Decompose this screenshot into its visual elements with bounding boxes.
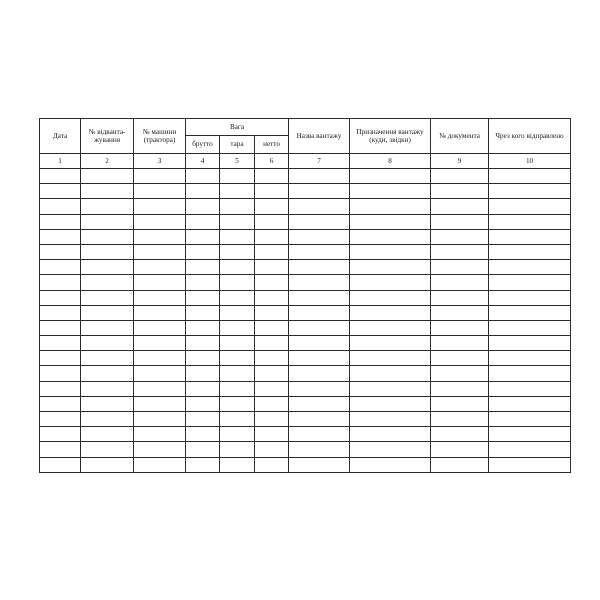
table-cell[interactable] [134, 184, 186, 199]
table-cell[interactable] [255, 275, 289, 290]
table-cell[interactable] [489, 442, 571, 457]
header-shipment-number: № відванта-жування [81, 119, 134, 154]
table-cell[interactable] [220, 214, 255, 229]
table-cell[interactable] [134, 412, 186, 427]
table-cell[interactable] [489, 412, 571, 427]
table-cell[interactable] [255, 427, 289, 442]
table-row [40, 184, 571, 199]
table-cell[interactable] [186, 412, 220, 427]
table-cell[interactable] [350, 305, 431, 320]
table-cell[interactable] [81, 351, 134, 366]
table-row [40, 214, 571, 229]
table-cell[interactable] [350, 366, 431, 381]
table-cell[interactable] [81, 427, 134, 442]
cargo-register-form [39, 118, 570, 473]
table-cell[interactable] [134, 260, 186, 275]
table-cell[interactable] [186, 396, 220, 411]
table-cell[interactable] [289, 169, 350, 184]
table-cell[interactable] [220, 412, 255, 427]
table-cell[interactable] [289, 214, 350, 229]
table-cell[interactable] [255, 214, 289, 229]
header-weight: Вага [186, 119, 289, 136]
table-cell[interactable] [186, 351, 220, 366]
table-cell[interactable] [489, 184, 571, 199]
table-cell[interactable] [289, 396, 350, 411]
column-number: 6 [255, 154, 289, 169]
table-cell[interactable] [81, 305, 134, 320]
table-cell[interactable] [350, 229, 431, 244]
table-cell[interactable] [220, 396, 255, 411]
table-cell[interactable] [289, 290, 350, 305]
table-cell[interactable] [186, 457, 220, 472]
cargo-register-table [39, 118, 571, 473]
table-cell[interactable] [40, 427, 81, 442]
table-cell[interactable] [489, 320, 571, 335]
table-cell[interactable] [350, 199, 431, 214]
table-cell[interactable] [289, 457, 350, 472]
table-cell[interactable] [289, 229, 350, 244]
table-cell[interactable] [81, 244, 134, 259]
table-cell[interactable] [81, 260, 134, 275]
table-cell[interactable] [81, 457, 134, 472]
table-cell[interactable] [350, 290, 431, 305]
table-cell[interactable] [40, 275, 81, 290]
table-cell[interactable] [255, 260, 289, 275]
table-cell[interactable] [134, 366, 186, 381]
table-cell[interactable] [289, 381, 350, 396]
table-cell[interactable] [40, 366, 81, 381]
table-cell[interactable] [81, 229, 134, 244]
table-cell[interactable] [186, 305, 220, 320]
table-cell[interactable] [220, 336, 255, 351]
table-cell[interactable] [186, 275, 220, 290]
table-cell[interactable] [350, 457, 431, 472]
table-cell[interactable] [431, 351, 489, 366]
table-cell[interactable] [186, 184, 220, 199]
table-cell[interactable] [220, 457, 255, 472]
table-cell[interactable] [220, 169, 255, 184]
table-row [40, 457, 571, 472]
table-cell[interactable] [255, 229, 289, 244]
table-cell[interactable] [489, 199, 571, 214]
table-cell[interactable] [220, 184, 255, 199]
table-row [40, 305, 571, 320]
table-cell[interactable] [40, 396, 81, 411]
table-cell[interactable] [289, 275, 350, 290]
table-row [40, 336, 571, 351]
column-number: 3 [134, 154, 186, 169]
table-cell[interactable] [350, 260, 431, 275]
table-cell[interactable] [220, 366, 255, 381]
table-cell[interactable] [186, 336, 220, 351]
table-cell[interactable] [134, 351, 186, 366]
table-cell[interactable] [289, 351, 350, 366]
column-number: 1 [40, 154, 81, 169]
table-cell[interactable] [81, 336, 134, 351]
table-cell[interactable] [431, 290, 489, 305]
table-cell[interactable] [134, 229, 186, 244]
table-cell[interactable] [81, 366, 134, 381]
table-cell[interactable] [186, 244, 220, 259]
column-number: 9 [431, 154, 489, 169]
table-cell[interactable] [255, 169, 289, 184]
header-cargo-destination: Призначення вантажу (куди, звідки) [350, 119, 431, 154]
table-cell[interactable] [289, 366, 350, 381]
table-cell[interactable] [134, 244, 186, 259]
table-cell[interactable] [350, 169, 431, 184]
table-cell[interactable] [40, 351, 81, 366]
table-cell[interactable] [186, 290, 220, 305]
table-cell[interactable] [220, 427, 255, 442]
table-cell[interactable] [431, 381, 489, 396]
table-cell[interactable] [431, 199, 489, 214]
table-cell[interactable] [289, 412, 350, 427]
table-cell[interactable] [81, 381, 134, 396]
column-number: 4 [186, 154, 220, 169]
table-cell[interactable] [186, 214, 220, 229]
table-cell[interactable] [350, 396, 431, 411]
header-document-number: № документа [431, 119, 489, 154]
table-cell[interactable] [289, 305, 350, 320]
table-cell[interactable] [40, 336, 81, 351]
table-cell[interactable] [431, 412, 489, 427]
table-cell[interactable] [489, 366, 571, 381]
table-cell[interactable] [255, 396, 289, 411]
table-cell[interactable] [289, 184, 350, 199]
table-cell[interactable] [289, 320, 350, 335]
table-cell[interactable] [81, 169, 134, 184]
table-cell[interactable] [255, 457, 289, 472]
table-cell[interactable] [431, 275, 489, 290]
table-cell[interactable] [40, 412, 81, 427]
table-cell[interactable] [40, 214, 81, 229]
table-cell[interactable] [431, 214, 489, 229]
table-cell[interactable] [255, 244, 289, 259]
table-row [40, 381, 571, 396]
table-cell[interactable] [134, 199, 186, 214]
table-cell[interactable] [489, 351, 571, 366]
table-row [40, 169, 571, 184]
table-cell[interactable] [81, 214, 134, 229]
table-cell[interactable] [81, 442, 134, 457]
table-cell[interactable] [134, 427, 186, 442]
table-cell[interactable] [40, 260, 81, 275]
table-cell[interactable] [431, 260, 489, 275]
table-cell[interactable] [489, 260, 571, 275]
table-row [40, 320, 571, 335]
table-row [40, 229, 571, 244]
table-cell[interactable] [81, 320, 134, 335]
table-cell[interactable] [220, 320, 255, 335]
table-cell[interactable] [186, 199, 220, 214]
table-row [40, 427, 571, 442]
column-number: 7 [289, 154, 350, 169]
table-cell[interactable] [255, 290, 289, 305]
table-cell[interactable] [186, 229, 220, 244]
table-cell[interactable] [134, 320, 186, 335]
table-cell[interactable] [350, 320, 431, 335]
table-cell[interactable] [134, 305, 186, 320]
table-cell[interactable] [186, 320, 220, 335]
table-cell[interactable] [431, 366, 489, 381]
table-cell[interactable] [489, 427, 571, 442]
column-number: 2 [81, 154, 134, 169]
table-cell[interactable] [40, 199, 81, 214]
table-cell[interactable] [81, 184, 134, 199]
table-cell[interactable] [489, 396, 571, 411]
table-cell[interactable] [431, 320, 489, 335]
table-cell[interactable] [255, 412, 289, 427]
table-cell[interactable] [431, 442, 489, 457]
table-cell[interactable] [220, 229, 255, 244]
table-cell[interactable] [134, 457, 186, 472]
table-cell[interactable] [40, 184, 81, 199]
column-number-row [40, 154, 571, 169]
table-cell[interactable] [186, 169, 220, 184]
table-cell[interactable] [40, 244, 81, 259]
table-cell[interactable] [134, 396, 186, 411]
table-row [40, 351, 571, 366]
table-row [40, 366, 571, 381]
table-cell[interactable] [220, 244, 255, 259]
table-cell[interactable] [186, 366, 220, 381]
table-cell[interactable] [289, 260, 350, 275]
table-cell[interactable] [431, 396, 489, 411]
table-row [40, 199, 571, 214]
table-cell[interactable] [81, 290, 134, 305]
table-cell[interactable] [431, 427, 489, 442]
table-cell[interactable] [134, 275, 186, 290]
column-number: 5 [220, 154, 255, 169]
table-cell[interactable] [350, 244, 431, 259]
table-cell[interactable] [255, 320, 289, 335]
table-cell[interactable] [186, 442, 220, 457]
table-cell[interactable] [186, 381, 220, 396]
table-cell[interactable] [350, 351, 431, 366]
table-cell[interactable] [134, 169, 186, 184]
table-cell[interactable] [81, 199, 134, 214]
table-cell[interactable] [289, 427, 350, 442]
table-cell[interactable] [431, 184, 489, 199]
table-row [40, 412, 571, 427]
header-cargo-name: Назва вантажу [289, 119, 350, 154]
table-cell[interactable] [431, 229, 489, 244]
header-tare: тара [220, 136, 255, 154]
table-cell[interactable] [431, 336, 489, 351]
table-cell[interactable] [350, 381, 431, 396]
table-cell[interactable] [134, 442, 186, 457]
table-cell[interactable] [431, 169, 489, 184]
table-cell[interactable] [431, 457, 489, 472]
table-cell[interactable] [255, 184, 289, 199]
table-cell[interactable] [134, 381, 186, 396]
table-cell[interactable] [220, 199, 255, 214]
table-cell[interactable] [350, 275, 431, 290]
header-net: нетто [255, 136, 289, 154]
table-cell[interactable] [489, 244, 571, 259]
table-cell[interactable] [186, 427, 220, 442]
table-cell[interactable] [81, 412, 134, 427]
table-row [40, 442, 571, 457]
table-cell[interactable] [40, 457, 81, 472]
table-cell[interactable] [489, 290, 571, 305]
header-gross: брутто [186, 136, 220, 154]
table-cell[interactable] [255, 336, 289, 351]
table-cell[interactable] [255, 199, 289, 214]
table-cell[interactable] [220, 381, 255, 396]
table-cell[interactable] [350, 184, 431, 199]
table-cell[interactable] [40, 229, 81, 244]
table-cell[interactable] [350, 412, 431, 427]
table-cell[interactable] [489, 336, 571, 351]
table-cell[interactable] [255, 381, 289, 396]
table-cell[interactable] [489, 214, 571, 229]
table-row [40, 275, 571, 290]
table-cell[interactable] [134, 290, 186, 305]
table-cell[interactable] [40, 381, 81, 396]
table-cell[interactable] [431, 244, 489, 259]
column-number: 10 [489, 154, 571, 169]
table-cell[interactable] [289, 244, 350, 259]
table-cell[interactable] [289, 199, 350, 214]
table-row [40, 396, 571, 411]
table-cell[interactable] [255, 366, 289, 381]
table-cell[interactable] [255, 305, 289, 320]
header-vehicle-number: № машини (трактора) [134, 119, 186, 154]
table-row [40, 260, 571, 275]
table-cell[interactable] [40, 305, 81, 320]
table-cell[interactable] [40, 169, 81, 184]
table-row [40, 290, 571, 305]
table-cell[interactable] [220, 351, 255, 366]
table-cell[interactable] [255, 351, 289, 366]
table-cell[interactable] [81, 275, 134, 290]
table-cell[interactable] [489, 229, 571, 244]
table-cell[interactable] [220, 290, 255, 305]
table-cell[interactable] [489, 457, 571, 472]
table-cell[interactable] [40, 442, 81, 457]
header-date: Дата [40, 119, 81, 154]
table-cell[interactable] [289, 442, 350, 457]
table-cell[interactable] [489, 381, 571, 396]
table-cell[interactable] [81, 396, 134, 411]
table-row [40, 244, 571, 259]
table-cell[interactable] [40, 290, 81, 305]
table-cell[interactable] [350, 442, 431, 457]
table-cell[interactable] [186, 260, 220, 275]
table-cell[interactable] [220, 442, 255, 457]
table-cell[interactable] [255, 442, 289, 457]
table-cell[interactable] [220, 305, 255, 320]
table-cell[interactable] [350, 336, 431, 351]
table-cell[interactable] [489, 305, 571, 320]
table-cell[interactable] [134, 214, 186, 229]
table-cell[interactable] [220, 260, 255, 275]
table-cell[interactable] [40, 320, 81, 335]
table-cell[interactable] [289, 336, 350, 351]
table-cell[interactable] [350, 214, 431, 229]
header-sent-via: Чрез кого відправлено [489, 119, 571, 154]
register-body [40, 169, 571, 473]
table-cell[interactable] [350, 427, 431, 442]
table-cell[interactable] [431, 305, 489, 320]
table-cell[interactable] [134, 336, 186, 351]
table-cell[interactable] [220, 275, 255, 290]
column-number: 8 [350, 154, 431, 169]
table-cell[interactable] [489, 275, 571, 290]
table-cell[interactable] [489, 169, 571, 184]
